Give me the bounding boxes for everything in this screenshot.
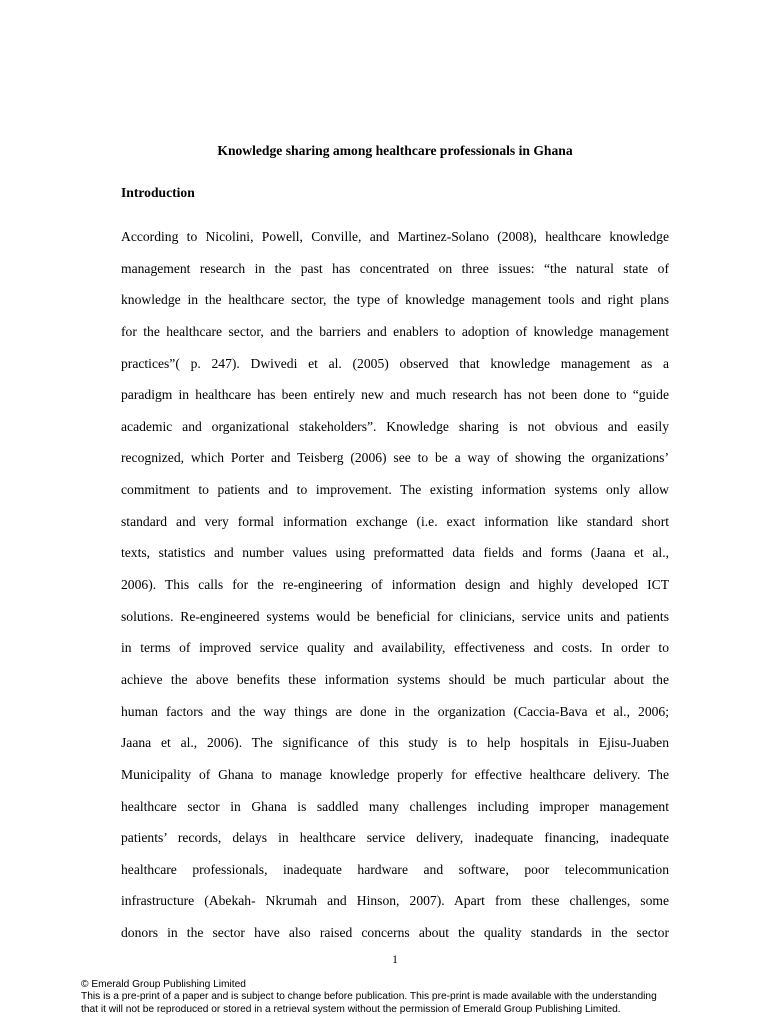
body-text-line: knowledge in the healthcare sector, the type of knowledge management tools and right plans — [121, 292, 669, 308]
page-title: Knowledge sharing among healthcare professionals in Ghana — [217, 143, 573, 158]
body-text-line: management research in the past has concentrated on three issues: “the natural state of — [121, 260, 669, 276]
body-text-line: infrastructure (Abekah- Nkrumah and Hinson, 2007). Apart from these challenges, some — [121, 893, 669, 909]
page-number: 1 — [392, 954, 398, 966]
body-text-line: academic and organizational stakeholders”. Knowledge sharing is not obvious and easily — [121, 418, 669, 434]
body-text-line: standard and very formal information exchange (i.e. exact information like standard short — [121, 513, 669, 529]
body-paragraph — [121, 226, 669, 954]
section-heading-introduction: Introduction — [121, 185, 195, 200]
copyright-notice: © Emerald Group Publishing Limited — [81, 979, 246, 990]
preprint-notice-line: that it will not be reproduced or stored in a retrieval system without the permission of Emerald Group Publishing Limited. — [81, 1003, 621, 1015]
body-text-line: human factors and the way things are done in the organization (Caccia-Bava et al., 2006; — [121, 703, 669, 719]
body-text-line: practices”( p. 247). Dwivedi et al. (2005) observed that knowledge management as a — [121, 355, 669, 371]
body-text-line: paradigm in healthcare has been entirely new and much research has not been done to “guide — [121, 387, 669, 403]
body-text-line: commitment to patients and to improvement. The existing information systems only allow — [121, 482, 669, 498]
body-text-line: achieve the above benefits these information systems should be much particular about the — [121, 671, 669, 687]
body-text-line: According to Nicolini, Powell, Conville, and Martinez-Solano (2008), healthcare knowledge — [121, 229, 669, 244]
body-text-line: texts, statistics and number values using preformatted data fields and forms (Jaana et al., — [121, 545, 669, 561]
body-text-line: Jaana et al., 2006). The significance of this study is to help hospitals in Ejisu-Juaben — [121, 735, 669, 751]
publisher-footer — [81, 979, 761, 1016]
body-text-line: healthcare sector in Ghana is saddled many challenges including improper management — [121, 798, 669, 814]
body-text-line: in terms of improved service quality and availability, effectiveness and costs. In order to — [121, 640, 669, 656]
body-text-line: donors in the sector have also raised concerns about the quality standards in the sector — [121, 925, 669, 941]
preprint-notice-line: This is a pre-print of a paper and is subject to change before publication. This pre-print is made available with the understanding — [81, 991, 657, 1003]
body-text-line: solutions. Re-engineered systems would be beneficial for clinicians, service units and patients — [121, 608, 669, 624]
body-text-line: healthcare professionals, inadequate hardware and software, poor telecommunication — [121, 861, 669, 877]
body-text-line: recognized, which Porter and Teisberg (2006) see to be a way of showing the organizations’ — [121, 450, 669, 466]
body-text-line: for the healthcare sector, and the barriers and enablers to adoption of knowledge management — [121, 323, 669, 339]
body-text-line: Municipality of Ghana to manage knowledge properly for effective healthcare delivery. The — [121, 766, 669, 782]
body-text-line: 2006). This calls for the re-engineering of information design and highly developed ICT — [121, 577, 669, 593]
body-text-line: patients’ records, delays in healthcare service delivery, inadequate financing, inadequate — [121, 830, 669, 846]
